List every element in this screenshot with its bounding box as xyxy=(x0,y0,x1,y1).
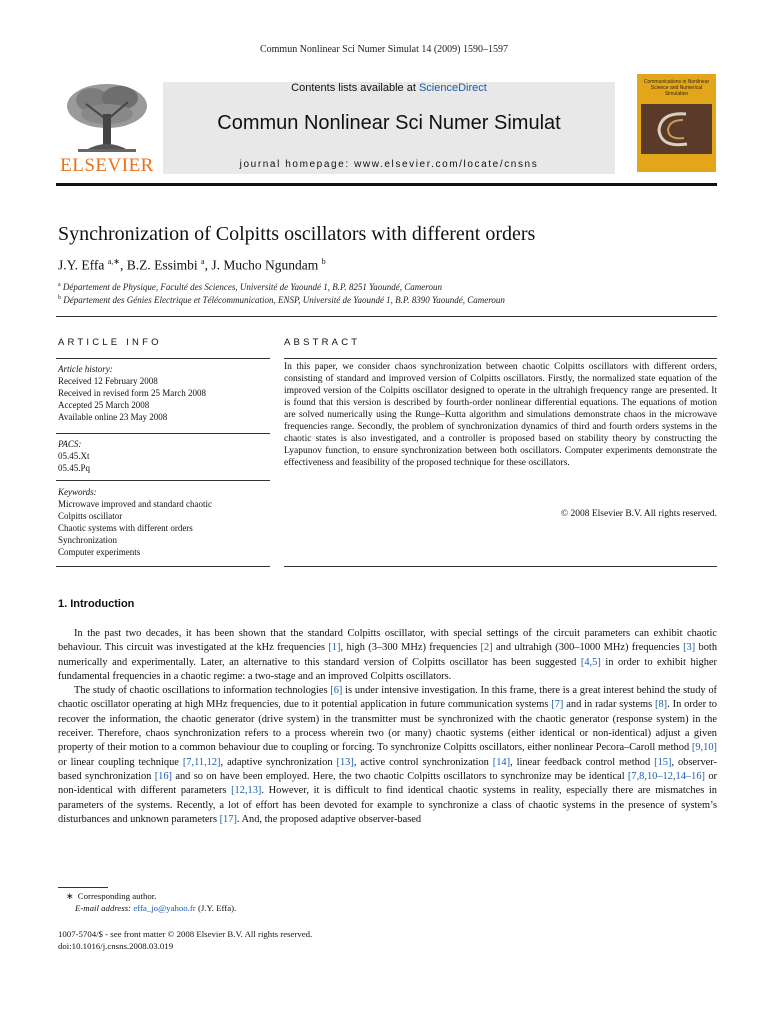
contents-prefix: Contents lists available at xyxy=(291,82,419,94)
paragraph-text: In the past two decades, it has been shown that the standard Colpitts oscillator, with special settings of the circuit parameters can exhibit chaotic behaviour. This circuit was investigated at the kHz frequencies xyxy=(58,628,717,654)
running-citation: Commun Nonlinear Sci Numer Simulat 14 (2009) 1590–1597 xyxy=(259,44,509,55)
author-name: J.Y. Effa xyxy=(58,257,105,273)
introduction-body xyxy=(58,627,717,827)
author-list: J.Y. Effa $^{a,∗}$, B.Z. Essimbi $^a$, J. Mucho Ngundam $^b$ xyxy=(58,257,326,273)
abstract-rule xyxy=(284,566,717,567)
paragraph-text: both numerically and experimentally. Later, an alternative to this standard version of Colpitts oscillator has been suggested xyxy=(58,642,718,668)
section-heading: 1. Introduction xyxy=(58,598,135,610)
email-note xyxy=(75,903,236,913)
pacs-block xyxy=(58,438,270,474)
footnote-text: Corresponding author. xyxy=(77,891,157,901)
keyword-item: Computer experiments xyxy=(58,547,141,557)
keyword-item: Chaotic systems with different orders xyxy=(58,523,193,533)
paragraph-text: , adaptive synchronization xyxy=(220,756,337,768)
affiliation-mark: a xyxy=(58,282,61,288)
contents-line xyxy=(163,82,615,94)
email-suffix: (J.Y. Effa). xyxy=(197,903,237,913)
affiliation-text: Département de Physique, Faculté des Sciences, Université de Yaoundé 1, B.P. 8251 Yaoundé, Cameroun xyxy=(62,282,442,292)
info-rule xyxy=(56,566,270,567)
citation-link[interactable]: [7,8,10–12,14–16] xyxy=(627,770,705,782)
citation-link[interactable]: [17] xyxy=(219,813,237,825)
pacs-item: 05.45.Xt xyxy=(58,451,90,461)
history-item: Received in revised form 25 March 2008 xyxy=(58,388,206,398)
header-rule xyxy=(56,183,717,186)
citation-link[interactable]: [3] xyxy=(683,642,696,654)
paragraph-text: and ultrahigh (300–1000 MHz) frequencies xyxy=(492,642,684,654)
journal-homepage[interactable]: journal homepage: www.elsevier.com/locate/cnsns xyxy=(239,159,539,170)
citation-link[interactable]: [16] xyxy=(154,770,173,782)
citation-link[interactable]: [4,5] xyxy=(580,656,601,668)
paper-title: Synchronization of Colpitts oscillators with different orders xyxy=(58,223,536,245)
author-name: J. Mucho Ngundam xyxy=(211,257,319,273)
footnote-mark: ∗ xyxy=(66,891,74,901)
corresponding-author-note xyxy=(66,891,156,902)
paragraph-text: . However, it is difficult to find identical chaotic systems in reality, especially there are mismatches in parameters of the systems. Recently, a lot of effort has been devoted for example to synchronize a class of chaotic systems in the presence of system’s disturbances and unknown parameters xyxy=(58,785,717,825)
history-item: Available online 23 May 2008 xyxy=(58,412,168,422)
abstract-rule xyxy=(284,358,717,359)
affiliation-a xyxy=(58,282,442,292)
author-affil-mark[interactable]: a,∗ xyxy=(107,257,121,266)
keywords-label: Keywords: xyxy=(58,487,97,497)
paragraph-text: , high (3–300 MHz) frequencies xyxy=(340,642,481,654)
keyword-item: Synchronization xyxy=(58,535,117,545)
author-name: B.Z. Essimbi xyxy=(126,257,198,273)
article-info-heading: ARTICLE INFO xyxy=(58,337,162,348)
email-label: E-mail address: xyxy=(75,903,132,913)
doi-line[interactable]: doi:10.1016/j.cnsns.2008.03.019 xyxy=(58,941,174,951)
citation-link[interactable]: [12,13] xyxy=(231,785,262,797)
affiliation-b xyxy=(58,295,505,305)
pacs-item: 05.45.Pq xyxy=(58,463,91,473)
cover-title: Communications in Nonlinear Science and Numerical Simulation xyxy=(643,79,710,97)
journal-title: Commun Nonlinear Sci Numer Simulat xyxy=(217,112,561,134)
email-link[interactable]: effa_jo@yahoo.fr xyxy=(133,903,196,913)
footnote-rule xyxy=(58,887,108,888)
citation-link[interactable]: [9,10] xyxy=(691,742,717,754)
history-label: Article history: xyxy=(58,364,113,374)
keywords-block xyxy=(58,486,270,558)
citation-link[interactable]: [2] xyxy=(480,642,493,654)
paragraph-text: , active control synchronization xyxy=(353,756,493,768)
paragraph-text: or linear coupling technique xyxy=(58,756,183,768)
paragraph-text: . In order to recover the information, the chaotic generator (drive system) in the transmitter must be synchronized with the chaotic generator (response system) in the receiver. Therefore, chaos synchronization refers to a process wherein two (or many) chaotic systems (either identical or non-identical) adjust a given property of their motion to a common behaviour due to coupling or forcing. To synchronize Colpitts oscillators, either nonlinear Pecora–Caroll method xyxy=(58,699,717,754)
citation-link[interactable]: [13] xyxy=(336,756,354,768)
citation-link[interactable]: [14] xyxy=(492,756,511,768)
keyword-item: Colpitts oscillator xyxy=(58,511,123,521)
issn-line: 1007-5704/$ - see front matter © 2008 Elsevier B.V. All rights reserved. xyxy=(58,929,313,939)
paragraph xyxy=(58,627,717,684)
copyright-line: © 2008 Elsevier B.V. All rights reserved. xyxy=(560,509,717,519)
paragraph-text: , observer-based synchronization xyxy=(58,756,717,782)
keyword-item: Microwave improved and standard chaotic xyxy=(58,499,212,509)
abstract-text: In this paper, we consider chaos synchronization between chaotic Colpitts oscillators with different orders, consisting of standard and improved version of Colpitts oscillators. Firstly, the normalized state equation of the improved version of the Colpitts oscillator designed to operate in the ultrahigh frequency range are presented. It is found that this version is described by fourth-order nonlinear differential equations. The equations of motion are solved numerically using the Runge–Kutta algorithm and simulations demonstrate chaos in the microwave frequencies range. Secondly, the problem of synchronization dynamics of third and fourth orders systems in the chaotic states is also investigated, and a controller is proposed based on stability theory by constructing the Lyapunov function, to ensure synchronization between both oscillators. Computer experiments demonstrate the effectiveness and feasibility of the proposed technique for these oscillators. xyxy=(284,362,717,468)
affiliation-text: Département des Génies Electrique et Télécommunication, ENSP, Université de Yaoundé 1, B.P. 8390 Yaoundé, Cameroun xyxy=(63,295,505,305)
author-affil-mark[interactable]: b xyxy=(321,257,326,266)
info-rule xyxy=(56,358,270,359)
history-item: Accepted 25 March 2008 xyxy=(58,400,150,410)
author-affil-mark[interactable]: a xyxy=(201,257,205,266)
citation-link[interactable]: [8] xyxy=(655,699,668,711)
citation-link[interactable]: [7] xyxy=(551,699,564,711)
paragraph xyxy=(58,684,717,827)
citation-link[interactable]: [7,11,12] xyxy=(182,756,221,768)
paragraph-text: or non-identical with different parameters xyxy=(58,770,717,797)
paragraph-text: The study of chaotic oscillations to information technologies xyxy=(74,685,331,697)
paragraph-text: is under intensive investigation. In this frame, there is a great interest behind the study of chaotic oscillator operating at high MHz frequencies, due to it potential application in future communication systems xyxy=(58,685,717,711)
affiliation-rule xyxy=(56,316,717,317)
citation-link[interactable]: [1] xyxy=(328,642,341,654)
publisher-wordmark: ELSEVIER xyxy=(60,155,154,176)
citation-link[interactable]: [6] xyxy=(330,685,343,697)
sciencedirect-link[interactable]: ScienceDirect xyxy=(418,82,487,94)
paragraph-text: and so on have been employed. Here, the two chaotic Colpitts oscillators to synchronize may be identical xyxy=(172,770,628,782)
paragraph-text: . And, the proposed adaptive observer-based xyxy=(236,813,422,825)
pacs-label: PACS: xyxy=(58,439,82,449)
paragraph-text: , linear feedback control method xyxy=(510,756,655,768)
info-rule xyxy=(56,433,270,434)
article-history xyxy=(58,363,270,423)
journal-cover-thumbnail xyxy=(637,74,716,172)
paragraph-text: and in radar systems xyxy=(563,699,656,711)
abstract-heading: ABSTRACT xyxy=(284,337,361,348)
citation-link[interactable]: [15] xyxy=(654,756,672,768)
paragraph-text: in order to exhibit higher fundamental frequencies in a chaotic regime: a two-stage and an improved Colpitts oscillators. xyxy=(58,656,718,682)
affiliation-mark: b xyxy=(58,295,61,301)
history-item: Received 12 February 2008 xyxy=(58,376,158,386)
cover-art xyxy=(641,104,712,154)
info-rule xyxy=(56,480,270,481)
